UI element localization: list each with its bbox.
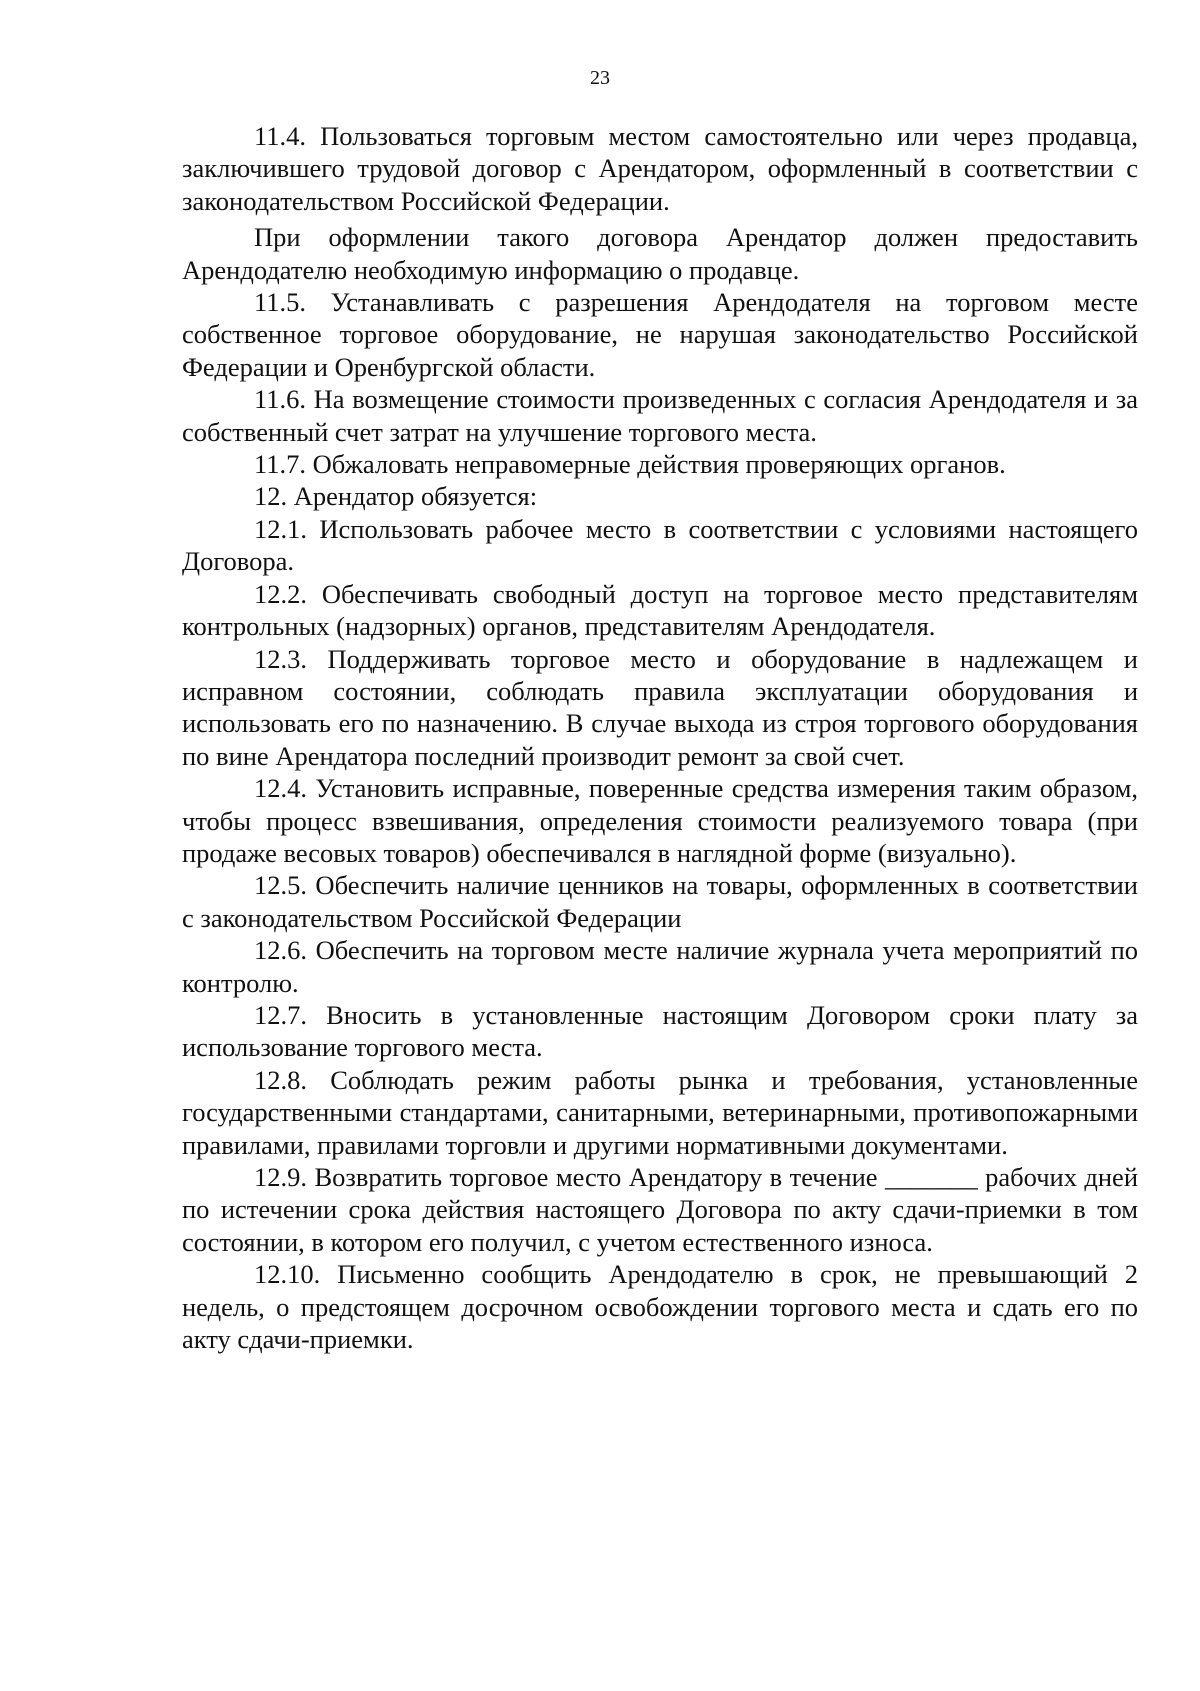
clause-12-10: 12.10. Письменно сообщить Арендодателю в срок, не превышающий 2 недель, о предстоящем досрочном освобождении торгового места и сдать его по акту сдачи-приемки. [182,1259,1138,1355]
paragraph-seller-info: При оформлении такого договора Арендатор должен предоставить Арендодателю необходимую информацию о продавце. [182,222,1138,285]
clause-12-9: 12.9. Возвратить торговое место Арендатору в течение _______ рабочих дней по истечении срока действия настоящего Договора по акту сдачи-приемки в том состоянии, в котором его получил, с учетом естественного износа. [182,1162,1138,1257]
clause-12-2: 12.2. Обеспечивать свободный доступ на торговое место представителям контрольных (надзорных) органов, представителям Арендодателя. [182,578,1138,642]
clause-12-3: 12.3. Поддерживать торговое место и оборудование в надлежащем и исправном состоянии, соблюдать правила эксплуатации оборудования и использовать его по назначению. В случае выхода из строя торгового оборудования по вине Арендатора последний производит ремонт за свой счет. [182,643,1138,771]
clause-11-6: 11.6. На возмещение стоимости произведенных с согласия Арендодателя и за собственный счет затрат на улучшение торгового места. [182,384,1138,447]
clause-12-1: 12.1. Использовать рабочее место в соответствии с условиями настоящего Договора. [182,513,1138,577]
page-number: 23 [590,67,610,89]
clause-11-7: 11.7. Обжаловать неправомерные действия проверяющих органов. [254,449,1006,480]
clause-12-6: 12.6. Обеспечить на торговом месте наличие журнала учета мероприятий по контролю. [182,935,1138,998]
document-body [182,120,1138,1355]
clause-11-4: 11.4. Пользоваться торговым местом самостоятельно или через продавца, заключившего трудовой договор с Арендатором, оформленный в соответствии с законодательством Российской Федерации. [182,121,1138,216]
clause-12-5: 12.5. Обеспечить наличие ценников на товары, оформленных в соответствии с законодательством Российской Федерации [182,870,1138,933]
clause-12-8: 12.8. Соблюдать режим работы рынка и требования, установленные государственными стандартами, санитарными, ветеринарными, противопожарными правилами, правилами торговли и другими нормативными документами. [182,1064,1138,1160]
clause-11-5: 11.5. Устанавливать с разрешения Арендодателя на торговом месте собственное торговое оборудование, не нарушая законодательство Российской Федерации и Оренбургской области. [182,287,1138,382]
clause-12-4: 12.4. Установить исправные, поверенные средства измерения таким образом, чтобы процесс взвешивания, определения стоимости реализуемого товара (при продаже весовых товаров) обеспечивался в наглядной форме (визуально). [182,773,1138,868]
clause-12-7: 12.7. Вносить в установленные настоящим Договором сроки плату за использование торгового места. [182,999,1138,1063]
clause-12-heading: 12. Арендатор обязуется: [254,481,538,512]
